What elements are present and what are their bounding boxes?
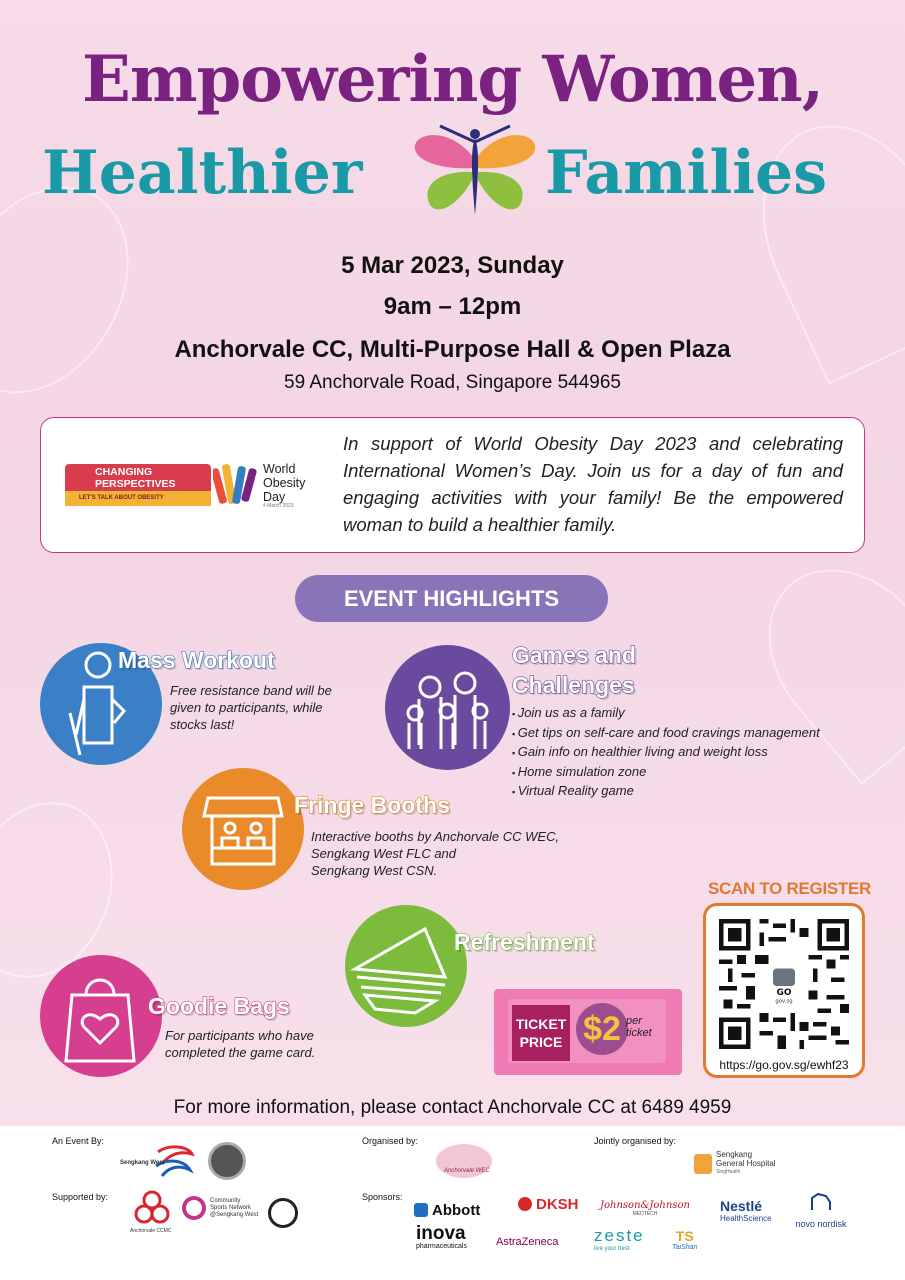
skgh-logo-text: Sengkang General Hospital SingHealth [716,1150,776,1175]
jointly-organised-label: Jointly organised by: [594,1136,677,1146]
nestle-logo: Nestlé HealthScience [720,1198,772,1223]
dksh-logo: DKSH [518,1196,579,1213]
fringe-booths-title: Fringe Booths [294,792,450,818]
sandwich-icon [345,905,467,1027]
poster-title-families: Families [545,138,828,208]
list-item: ▪ Virtual Reality game [512,782,820,802]
refreshment-title: Refreshment [454,929,595,955]
sponsors-label: Sponsors: [362,1192,403,1202]
list-item: ▪ Home simulation zone [512,763,820,783]
event-address: 59 Anchorvale Road, Singapore 544965 [284,372,621,393]
booth-stall-icon [182,768,304,890]
qr-code[interactable] [719,919,849,1049]
grassroots-emblem-icon [208,1142,246,1180]
mass-workout-desc: Free resistance band will be given to participants, while stocks last! [170,683,332,732]
astrazeneca-logo: AstraZeneca [496,1236,559,1248]
csn-logo-icon [182,1196,206,1220]
supported-by-label: Supported by: [52,1192,109,1202]
fringe-booths-circle [182,768,304,890]
list-item: ▪ Join us as a family [512,704,820,724]
novo-nordisk-logo: novo nordisk [790,1190,852,1229]
jnj-logo: Johnson&Johnson MEDTECH [600,1200,690,1217]
anchorvale-ccmc-logo-icon [132,1188,172,1228]
butterfly-logo-icon [400,120,550,220]
event-highlights-heading: EVENT HIGHLIGHTS [295,575,608,622]
poster-title-line1: Empowering Women, [82,42,823,117]
world-obesity-day-icon [213,460,259,510]
poster-title-healthier: Healthier [42,138,363,208]
changing-perspectives-logo: CHANGING PERSPECTIVES LET'S TALK ABOUT OBESITY [65,464,211,506]
list-item: ▪ Gain info on healthier living and weight loss [512,743,820,763]
ticket-price: $2 [576,1003,628,1055]
zeste-logo: zeste live your best [594,1226,645,1252]
refreshment-circle [345,905,467,1027]
list-item: ▪ Get tips on self-care and food cravings management [512,724,820,744]
gift-bag-icon [40,955,162,1077]
event-venue: Anchorvale CC, Multi-Purpose Hall & Open Plaza [174,336,731,363]
inova-logo: inova pharmaceuticals [416,1223,467,1250]
goodie-bags-circle [40,955,162,1077]
event-date: 5 Mar 2023, Sunday [341,252,564,279]
register-url[interactable]: https://go.gov.sg/ewhf23 [719,1058,849,1072]
fringe-booths-desc: Interactive booths by Anchorvale CC WEC, Sengkang West FLC and Sengkang West CSN. [311,829,560,878]
apis-bull-icon [808,1190,834,1214]
taishan-logo: TS TaiShan [672,1228,698,1251]
event-time: 9am – 12pm [383,293,522,320]
footer-logos: An Event By: Organised by: Jointly organised by: Supported by: Sponsors: Sengkang West Anchorvale WEC Sengkang General Hospital SingHealth Anchorvale CCMC Community Sports Network @Sengkang West Abbott DKSH Johnson&Johnson MEDTECH Nestlé HealthScience novo nordisk inova pharmaceuticals AstraZeneca zeste live your best TS TaiShan [0,1126,905,1280]
abbott-logo: Abbott [414,1202,480,1219]
svg-text:GO: GO [776,988,792,999]
games-circle [385,645,510,770]
event-by-label: An Event By: [52,1136,105,1146]
svg-text:gov.sg: gov.sg [775,998,793,1005]
support-description: In support of World Obesity Day 2023 and celebrating International Women’s Day. Join us for a day of fun and engaging activities with your family! Be the empowered woman to build a healthier family. [343,433,843,535]
contact-info: For more information, please contact Anchorvale CC at 6489 4959 [173,1097,732,1118]
ticket-price-graphic: TICKET PRICE $2 per ticket [494,989,682,1075]
fsc-emblem-icon [268,1198,298,1228]
family-icon [385,645,510,770]
goodie-bags-desc: For participants who have completed the game card. [165,1028,316,1060]
goodie-bags-title: Goodie Bags [148,993,290,1019]
skgh-logo-icon [694,1154,712,1174]
mass-workout-title: Mass Workout [118,647,275,673]
support-info-box [40,417,865,553]
qr-register-box[interactable] [703,903,865,1078]
games-title: Games and Challenges [512,642,636,698]
games-bullet-list [512,704,820,802]
world-obesity-day-logo: World Obesity Day 4 March 2023 [213,460,333,512]
organised-by-label: Organised by: [362,1136,419,1146]
scan-to-register-label: SCAN TO REGISTER [708,879,872,898]
